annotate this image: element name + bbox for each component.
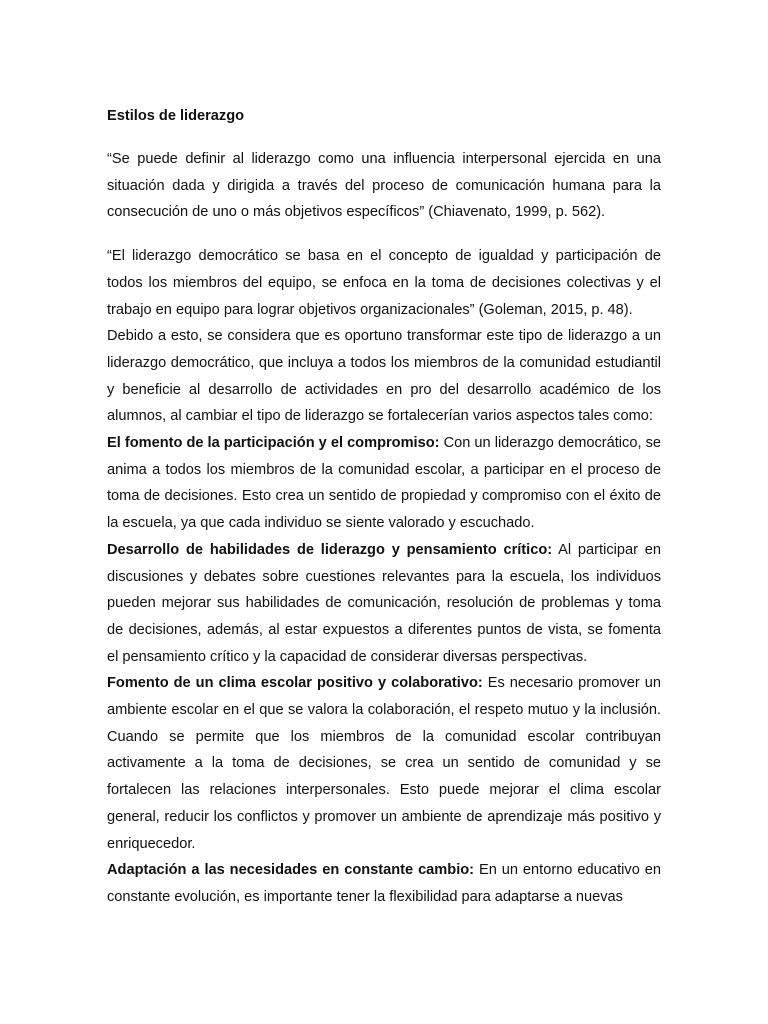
aspect-participation <box>107 430 661 537</box>
quote-chiavenato: “Se puede definir al liderazgo como una influencia interpersonal ejercida en una situación dada y dirigida a través del proceso de comunicación humana para la consecución de uno o más objetivos específicos” (Chiavenato, 1999, p. 562). <box>107 151 661 221</box>
aspect-heading: Desarrollo de habilidades de liderazgo y pensamiento crítico: <box>107 541 553 558</box>
aspect-text: Es necesario promover un ambiente escolar en el que se valora la colaboración, el respeto mutuo y la inclusión. Cuando se permite que los miembros de la comunidad escolar contribuyan activamente a la toma de decisiones, se crea un sentido de comunidad y se fortalecen las relaciones interpersonales. Esto puede mejorar el clima escolar general, reducir los conflictos y promover un ambiente de aprendizaje más positivo y enriquecedor. <box>107 675 661 852</box>
aspect-heading: El fomento de la participación y el compromiso: <box>107 435 440 452</box>
aspect-critical-thinking <box>107 537 661 671</box>
aspect-text: Con un liderazgo democrático, se anima a todos los miembros de la comunidad escolar, a participar en el proceso de toma de decisiones. Esto crea un sentido de propiedad y compromiso con el éxito de la escuela, ya que cada individuo se siente valorado y escuchado. <box>107 435 661 532</box>
aspect-heading: Adaptación a las necesidades en constante cambio: <box>107 862 475 879</box>
aspect-school-climate <box>107 670 661 857</box>
intro-paragraph: Debido a esto, se considera que es oportuno transformar este tipo de liderazgo a un liderazgo democrático, que incluya a todos los miembros de la comunidad estudiantil y beneficie al desarrollo de actividades en pro del desarrollo académico de los alumnos, al cambiar el tipo de liderazgo se fortalecerían varios aspectos tales como: <box>107 328 661 425</box>
aspect-adaptation <box>107 857 661 910</box>
document-title: Estilos de liderazgo <box>107 108 245 124</box>
document-body <box>107 106 661 911</box>
aspect-text: En un entorno educativo en constante evolución, es importante tener la flexibilidad para adaptarse a nuevas <box>107 862 662 905</box>
quote-goleman: “El liderazgo democrático se basa en el concepto de igualdad y participación de todos los miembros del equipo, se enfoca en la toma de decisiones colectivas y el trabajo en equipo para lograr objetivos organizacionales” (Goleman, 2015, p. 48). <box>107 248 661 318</box>
aspect-text: Al participar en discusiones y debates sobre cuestiones relevantes para la escuela, los individuos pueden mejorar sus habilidades de comunicación, resolución de problemas y toma de decisiones, además, al estar expuestos a diferentes puntos de vista, se fomenta el pensamiento crítico y la capacidad de considerar diversas perspectivas. <box>107 541 662 665</box>
aspect-heading: Fomento de un clima escolar positivo y colaborativo: <box>107 675 483 692</box>
